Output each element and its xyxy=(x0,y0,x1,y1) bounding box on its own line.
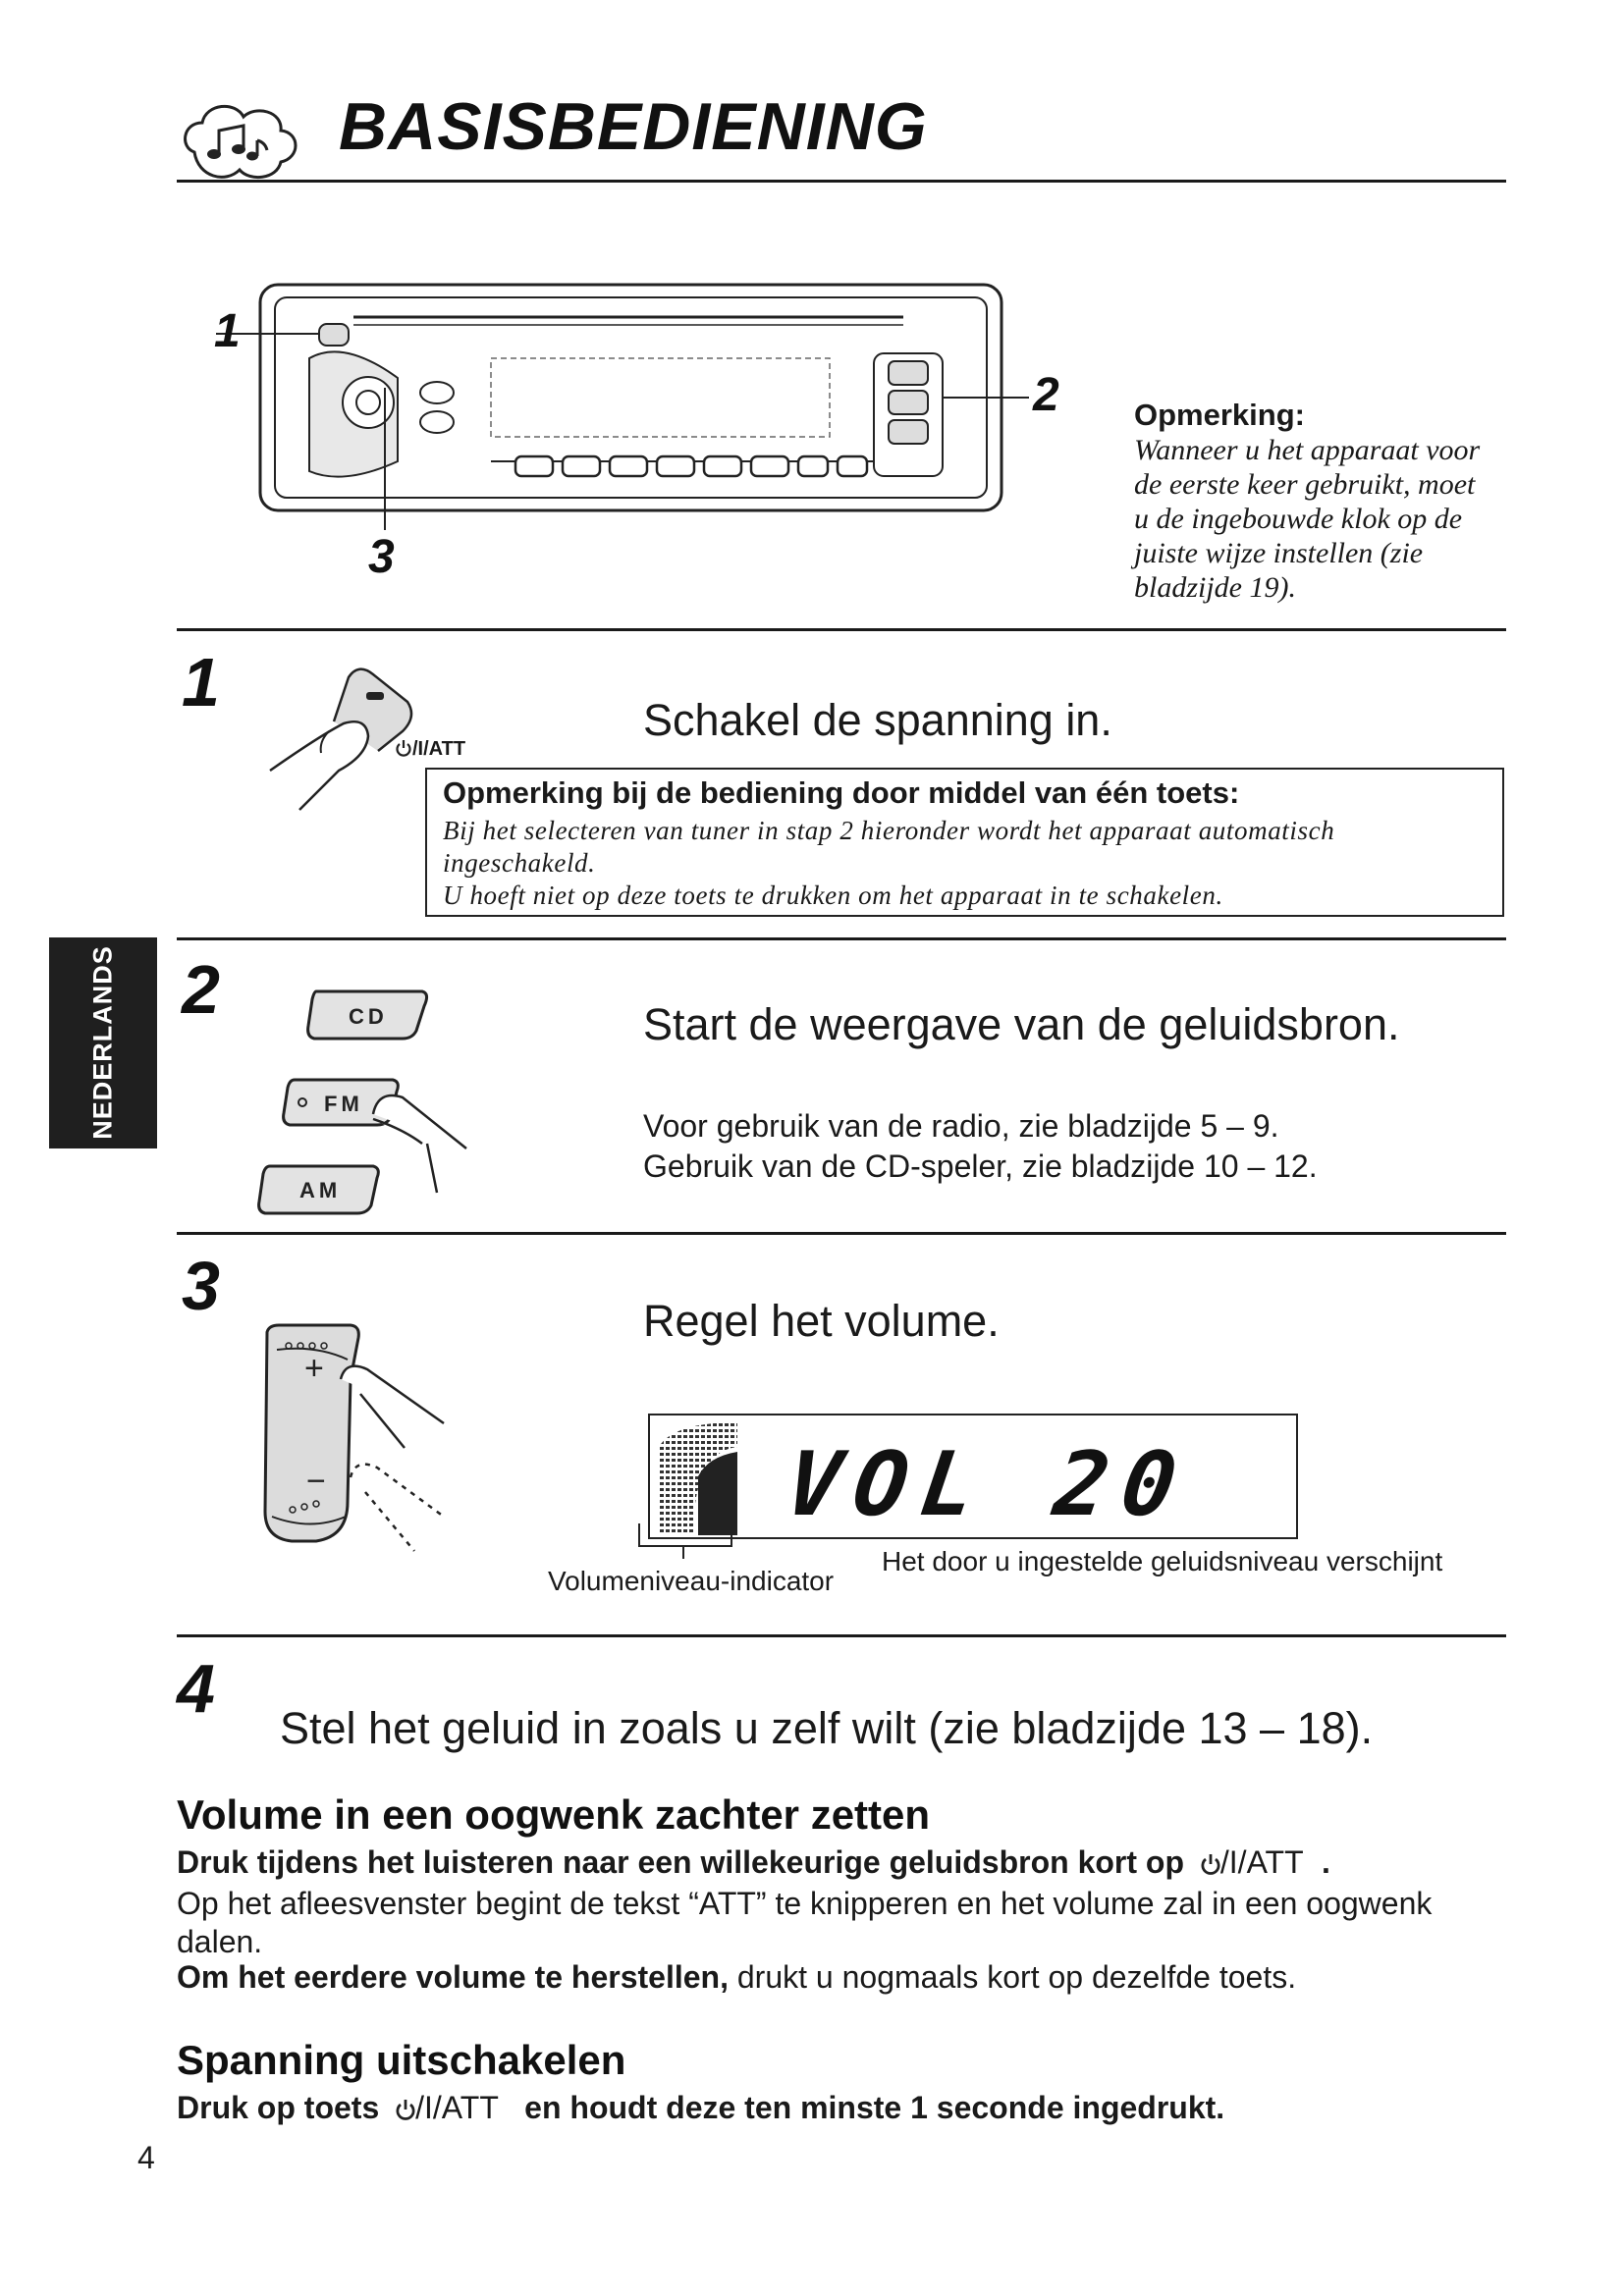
note-line-2: de eerste keer gebruikt, moet xyxy=(1134,468,1476,501)
volume-knob-illustration xyxy=(257,1320,468,1561)
note-line-5: bladzijde 19). xyxy=(1134,571,1296,604)
logo-icon xyxy=(175,93,307,187)
note-line-1: Wanneer u het apparaat voor xyxy=(1134,434,1481,466)
note-line-4: juiste wijze instellen (zie xyxy=(1134,537,1424,569)
fm-button-label: FM xyxy=(324,1092,363,1116)
power-icon xyxy=(1201,1846,1220,1885)
power-instruction-part-2: en houdt deze ten minste 1 seconde ingedrukt. xyxy=(524,2090,1225,2125)
volume-section-heading: Volume in een oogwenk zachter zetten xyxy=(177,1791,931,1838)
note-line-3: u de ingebouwde klok op de xyxy=(1134,503,1463,535)
power-icon xyxy=(396,2092,415,2130)
indicator-leader xyxy=(682,1545,684,1559)
volume-button-label: /I/ATT xyxy=(1219,1844,1304,1880)
divider xyxy=(177,1634,1506,1637)
page-title: BASISBEDIENING xyxy=(339,89,928,164)
step-2-line-2: Gebruik van de CD-speler, zie bladzijde 10 – 12. xyxy=(643,1148,1318,1184)
callout-1: 1 xyxy=(214,305,241,357)
step-1-title: Schakel de spanning in. xyxy=(643,695,1112,745)
volume-restore xyxy=(177,1958,1522,1997)
language-tab-label: NEDERLANDS xyxy=(87,945,118,1140)
cd-button-label: CD xyxy=(349,1004,388,1029)
power-button-label: /I/ATT xyxy=(412,738,466,760)
divider xyxy=(177,628,1506,631)
svg-text:−: − xyxy=(306,1463,326,1500)
header-rule xyxy=(177,180,1506,183)
indicator-bracket xyxy=(638,1523,732,1547)
step-3-number: 3 xyxy=(182,1248,220,1324)
volume-display xyxy=(648,1414,1298,1539)
volume-instruction xyxy=(177,1843,1522,1885)
volume-instruction-end: . xyxy=(1321,1844,1330,1880)
power-instruction xyxy=(177,2089,1522,2130)
language-tab xyxy=(49,937,157,1148)
power-instruction-part-1: Druk op toets xyxy=(177,2090,380,2125)
power-button-label: /I/ATT xyxy=(415,2090,499,2125)
page-number: 4 xyxy=(137,2140,155,2175)
volume-level-label: Het door u ingestelde geluidsniveau verschijnt xyxy=(882,1546,1443,1576)
volume-restore-rest: drukt u nogmaals kort op dezelfde toets. xyxy=(728,1959,1297,1995)
callout-3: 3 xyxy=(368,531,395,583)
step-2-number: 2 xyxy=(182,951,220,1028)
note xyxy=(1134,398,1512,605)
volume-level-indicator xyxy=(654,1417,742,1539)
step-2-title: Start de weergave van de geluidsbron. xyxy=(643,999,1400,1049)
one-touch-note-title: Opmerking bij de bediening door middel van één toets: xyxy=(443,775,1240,810)
power-section-heading: Spanning uitschakelen xyxy=(177,2037,626,2083)
am-button-label: AM xyxy=(299,1178,342,1202)
radio-front-panel xyxy=(196,280,1080,584)
callout-2: 2 xyxy=(1033,369,1059,421)
note-title: Opmerking: xyxy=(1134,398,1305,432)
one-touch-note-box xyxy=(425,768,1504,917)
step-3-title: Regel het volume. xyxy=(643,1296,1000,1346)
volume-instruction-text: Druk tijdens het luisteren naar een willekeurige geluidsbron kort op xyxy=(177,1844,1184,1880)
step-4-title: Stel het geluid in zoals u zelf wilt (zie bladzijde 13 – 18). xyxy=(280,1703,1374,1753)
power-icon xyxy=(396,739,411,762)
divider xyxy=(177,937,1506,940)
one-touch-note-line-1: Bij het selecteren van tuner in stap 2 hieronder wordt het apparaat automatisch xyxy=(443,816,1335,845)
step-2-line-1: Voor gebruik van de radio, zie bladzijde 5 – 9. xyxy=(643,1108,1279,1144)
step-1-number: 1 xyxy=(182,644,220,721)
svg-text:+: + xyxy=(304,1350,324,1387)
divider xyxy=(177,1232,1506,1235)
volume-indicator-label: Volumeniveau-indicator xyxy=(548,1566,835,1596)
one-touch-note-line-2: ingeschakeld. xyxy=(443,848,596,878)
volume-description: Op het afleesvenster begint de tekst “ATT” te knipperen en het volume zal in een oogwenk dalen. xyxy=(177,1886,1433,1959)
volume-restore-bold: Om het eerdere volume te herstellen, xyxy=(177,1959,729,1995)
step-4-number: 4 xyxy=(177,1650,215,1727)
display-readout: VOL 20 xyxy=(780,1433,1197,1536)
one-touch-note-line-3: U hoeft niet op deze toets te drukken om het apparaat in te schakelen. xyxy=(443,881,1223,910)
